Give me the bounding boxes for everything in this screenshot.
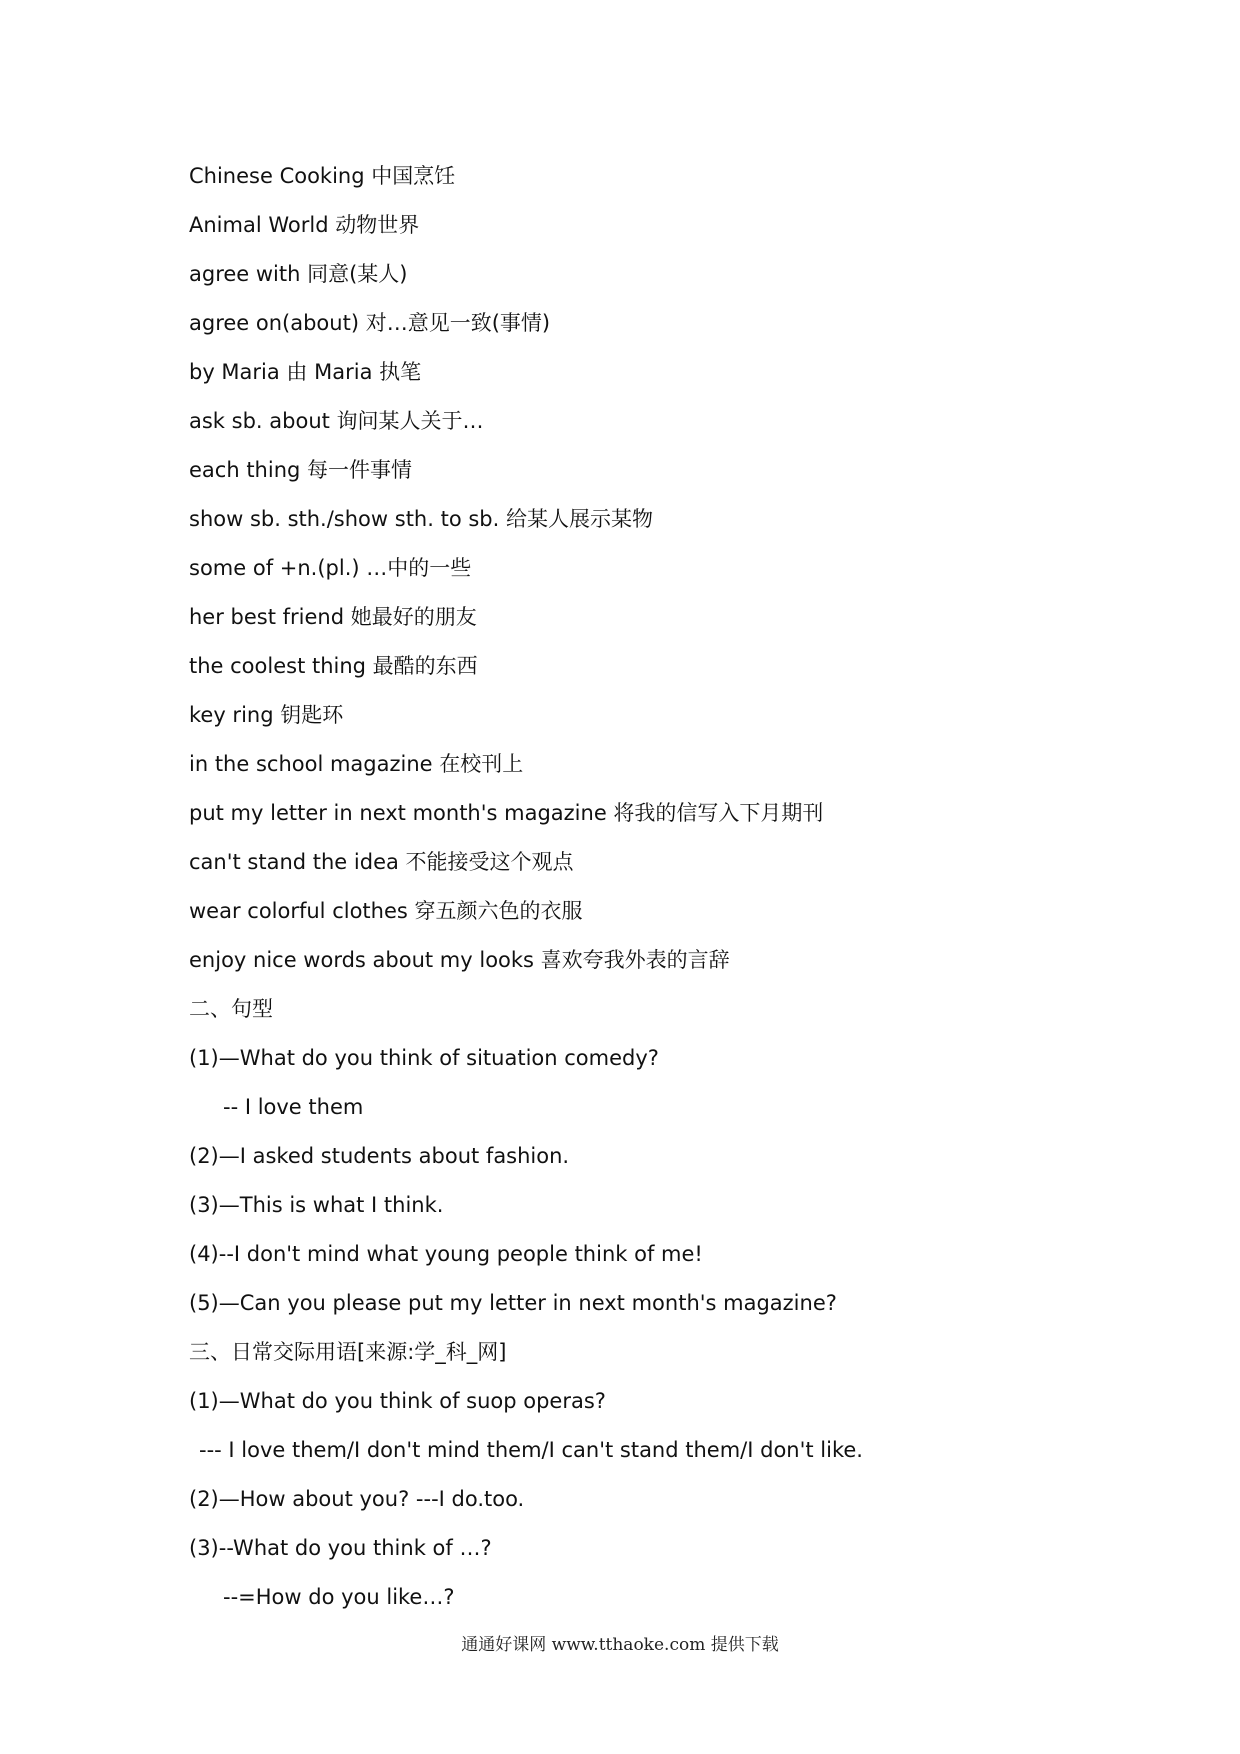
pattern-line: (3)—This is what I think. <box>189 1193 444 1217</box>
vocab-line: by Maria 由 Maria 执笔 <box>189 360 422 384</box>
pattern-line: (5)—Can you please put my letter in next month's magazine? <box>189 1291 837 1315</box>
page-footer: 通通好课网 www.tthaoke.com 提供下载 <box>461 1635 779 1655</box>
vocab-line: some of +n.(pl.) …中的一些 <box>189 556 472 580</box>
expression-line: (2)—How about you? ---I do.too. <box>189 1487 525 1511</box>
vocab-line: agree with 同意(某人) <box>189 262 408 286</box>
vocab-line: can't stand the idea 不能接受这个观点 <box>189 850 574 874</box>
section-heading-sentence-patterns: 二、句型 <box>189 997 273 1021</box>
vocab-line: enjoy nice words about my looks 喜欢夸我外表的言辞 <box>189 948 730 972</box>
vocab-line: agree on(about) 对…意见一致(事情) <box>189 311 551 335</box>
expression-line: (1)—What do you think of suop operas? <box>189 1389 606 1413</box>
vocab-line: show sb. sth./show sth. to sb. 给某人展示某物 <box>189 507 653 531</box>
vocab-line: put my letter in next month's magazine 将我的信写入下月期刊 <box>189 801 824 825</box>
pattern-line: (4)--I don't mind what young people think of me! <box>189 1242 703 1266</box>
pattern-line: (2)—I asked students about fashion. <box>189 1144 570 1168</box>
pattern-line: (1)—What do you think of situation comedy? <box>189 1046 659 1070</box>
vocab-line: wear colorful clothes 穿五颜六色的衣服 <box>189 899 583 923</box>
vocab-line: Chinese Cooking 中国烹饪 <box>189 164 456 188</box>
vocab-line: Animal World 动物世界 <box>189 213 420 237</box>
vocab-line: the coolest thing 最酷的东西 <box>189 654 478 678</box>
vocab-line: key ring 钥匙环 <box>189 703 344 727</box>
vocab-line: her best friend 她最好的朋友 <box>189 605 477 629</box>
vocab-line: each thing 每一件事情 <box>189 458 413 482</box>
section-heading-daily-expressions: 三、日常交际用语[来源:学_科_网] <box>189 1340 507 1364</box>
vocab-line: in the school magazine 在校刊上 <box>189 752 524 776</box>
expression-response-line: --=How do you like…? <box>223 1585 455 1609</box>
content-lines <box>189 156 1189 1626</box>
pattern-response-line: -- I love them <box>223 1095 364 1119</box>
expression-response-line: --- I love them/I don't mind them/I can't stand them/I don't like. <box>199 1438 863 1462</box>
vocab-line: ask sb. about 询问某人关于… <box>189 409 484 433</box>
expression-line: (3)--What do you think of …? <box>189 1536 492 1560</box>
